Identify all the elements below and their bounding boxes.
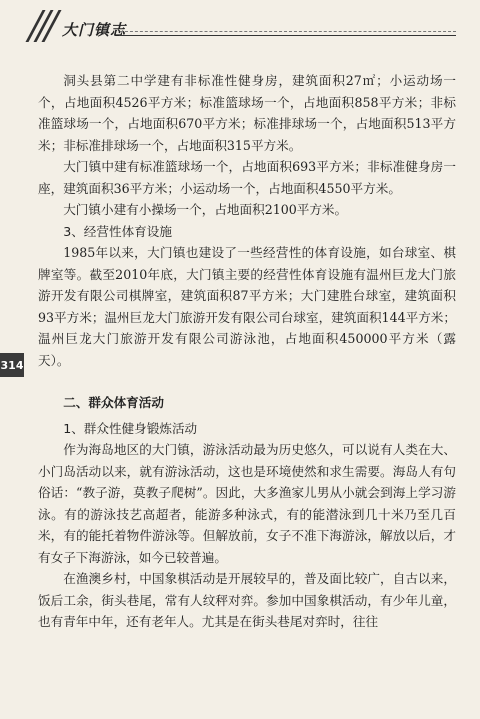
paragraph: 1985年以来，大门镇也建设了一些经营性的体育设施，如台球室、棋牌室等。截至2010年底，大门镇主要的经营性体育设施有温州巨龙大门旅游开发有限公司棋牌室，建筑面积87平方米；大门建胜台球室，建筑面积93平方米；温州巨龙大门旅游开发有限公司台球室，建筑面积144平方米；温州巨龙大门旅游开发有限公司游泳池，占地面积450000平方米（露天）。 [38, 245, 456, 368]
paragraph: 在渔澳乡村，中国象棋活动是开展较早的，普及面比较广，自古以来，饭后工余，街头巷尾，常有人纹秤对弈。参加中国象棋活动，有少年儿童，也有青年中年，还有老年人。尤其是在街头巷尾对弈时，往往 [38, 571, 456, 629]
page-number-tab: 314 [0, 353, 24, 377]
paragraph: 大门镇小建有小操场一个，占地面积2100平方米。 [63, 202, 348, 217]
subsection-heading: 3、经营性体育设施 [63, 223, 172, 239]
paragraph: 洞头县第二中学建有非标准性健身房，建筑面积27㎡；小运动场一个，占地面积4526平方米；标准篮球场一个，占地面积858平方米；非标准篮球场一个，占地面积670平方米；标准排球场一个，占地面积513平方米；非标准排球场一个，占地面积315平方米。 [38, 73, 456, 153]
header-title: 大门镇志 [62, 21, 127, 39]
body-text [38, 70, 456, 633]
paragraph: 大门镇中建有标准篮球场一个，占地面积693平方米；非标准健身房一座，建筑面积36平方米；小运动场一个，占地面积4550平方米。 [38, 159, 456, 196]
paragraph: 作为海岛地区的大门镇，游泳活动最为历史悠久，可以说有人类在大、小门岛活动以来，就有游泳活动，这也是环境使然和求生需要。海岛人有句俗话：“教子游，莫教子爬树”。因此，大多渔家儿男从小就会到海上学习游泳。有的游泳技艺高超者，能游多种泳式，有的能潜泳到几十米乃至几百米，有的能托着物件游泳等。但解放前，女子不准下海游泳，解放以后，才有女子下海游泳，如今已较普遍。 [38, 442, 456, 565]
header-rule [120, 35, 456, 36]
subsection-heading: 1、群众性健身锻炼活动 [63, 420, 198, 436]
running-header [0, 0, 480, 50]
section-heading: 二、群众体育活动 [63, 395, 164, 410]
header-dashed-rule [120, 31, 456, 32]
